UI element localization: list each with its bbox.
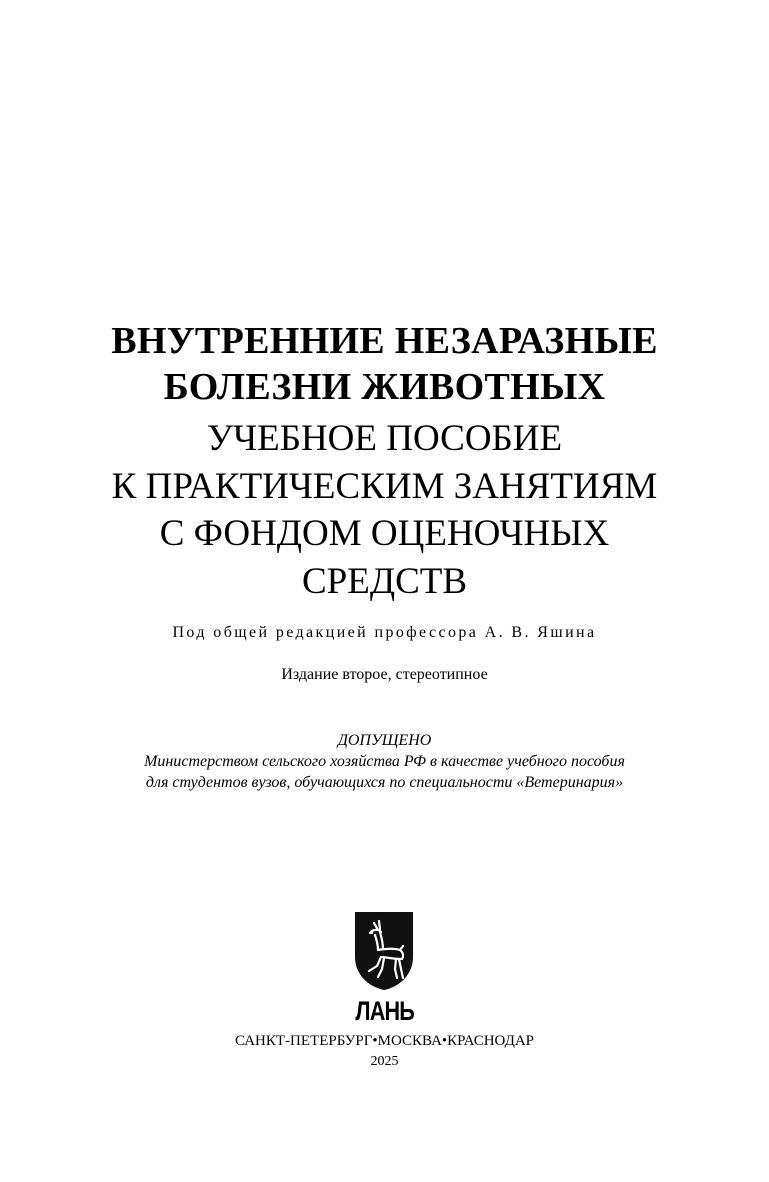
subtitle-line-2: К ПРАКТИЧЕСКИМ ЗАНЯТИЯМ (111, 466, 658, 507)
publication-year: 2025 (370, 1054, 399, 1069)
subtitle-line-3: С ФОНДОМ ОЦЕНОЧНЫХ (159, 513, 610, 554)
approval-line-1: Министерством сельского хозяйства РФ в качестве учебного пособия (144, 753, 625, 770)
publisher-logo-text-wrap (0, 996, 769, 1026)
edition-note: Издание второе, стереотипное (281, 666, 488, 683)
doe-shield-icon (354, 911, 414, 991)
book-title-line-1: ВНУТРЕННИЕ НЕЗАРАЗНЫЕ (111, 320, 658, 362)
publisher-logo-text: ЛАНЬ (355, 996, 414, 1026)
approval-line-2: для студентов вузов, обучающихся по специальности «Ветеринария» (145, 774, 624, 791)
publisher-cities: САНКТ-ПЕТЕРБУРГ•МОСКВА•КРАСНОДАР (234, 1033, 535, 1049)
approval-heading: ДОПУЩЕНО (337, 732, 432, 749)
book-title-line-2: БОЛЕЗНИ ЖИВОТНЫХ (163, 366, 606, 408)
subtitle-line-4: СРЕДСТВ (301, 561, 468, 602)
subtitle-line-1: УЧЕБНОЕ ПОСОБИЕ (206, 418, 563, 459)
editor-credit: Под общей редакцией профессора А. В. Яшина (172, 624, 597, 641)
